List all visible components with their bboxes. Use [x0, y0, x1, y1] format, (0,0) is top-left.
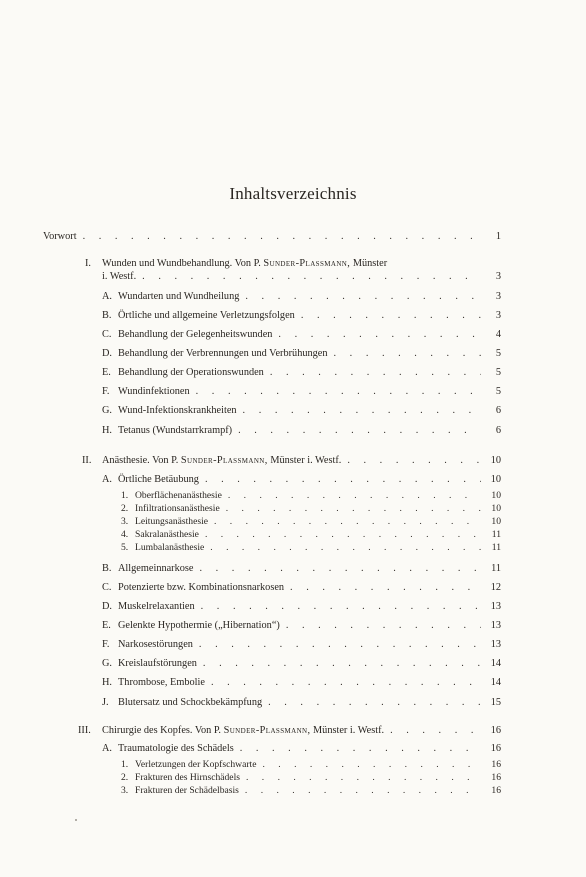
- chapter-heading-line: [102, 455, 341, 467]
- leader-dots: [196, 386, 481, 398]
- page-number: 10: [491, 503, 501, 514]
- toc-section[interactable]: [102, 348, 501, 360]
- toc-subsection[interactable]: [121, 490, 501, 502]
- page-number: 4: [495, 329, 501, 340]
- page-number: 12: [490, 582, 501, 593]
- page-number: 10: [490, 474, 501, 485]
- toc-section[interactable]: [102, 386, 501, 398]
- leader-dots: [205, 529, 481, 541]
- entry-number: C.: [102, 329, 112, 340]
- entry-label: Narkosestörungen: [118, 639, 193, 650]
- entry-label: Behandlung der Operationswunden: [118, 367, 264, 378]
- page-number: 5: [495, 367, 501, 378]
- page-number: 16: [490, 743, 501, 754]
- leader-dots: [243, 405, 481, 417]
- chapter-title: Anästhesie. Von P.: [102, 455, 179, 466]
- page-number: 14: [490, 677, 501, 688]
- toc-chapter-3[interactable]: [78, 725, 501, 737]
- page-number: 14: [490, 658, 501, 669]
- toc-section[interactable]: [102, 310, 501, 322]
- leader-dots: [238, 425, 481, 437]
- page-number: 3: [495, 271, 501, 282]
- page-number: 3: [495, 291, 501, 302]
- toc-section[interactable]: [102, 639, 501, 651]
- toc-subsection[interactable]: [121, 516, 501, 528]
- chapter-location: Münster: [352, 258, 388, 269]
- page-number: 5: [495, 348, 501, 359]
- section-label: Örtliche Betäubung: [118, 474, 199, 485]
- toc-section[interactable]: [102, 620, 501, 632]
- entry-label: Sakralanästhesie: [135, 529, 199, 540]
- entry-number: C.: [102, 582, 112, 593]
- leader-dots: [199, 639, 481, 651]
- toc-subsection[interactable]: [121, 529, 501, 541]
- leader-dots: [286, 620, 481, 632]
- leader-dots: [200, 563, 482, 575]
- entry-number: 4.: [121, 529, 129, 540]
- toc-section[interactable]: [102, 582, 501, 594]
- leader-dots: [347, 455, 481, 467]
- chapter-title-cont: i. Westf.: [102, 271, 137, 282]
- paper-speck: [75, 819, 77, 821]
- page-number: 11: [491, 529, 501, 540]
- toc-chapter-1[interactable]: [102, 271, 501, 283]
- page-number: 13: [490, 639, 501, 650]
- leader-dots: [390, 725, 481, 737]
- page-number: 5: [495, 386, 501, 397]
- entry-label: Lumbalanästhesie: [135, 542, 205, 553]
- entry-label: Muskelrelaxantien: [118, 601, 195, 612]
- leader-dots: [205, 474, 481, 486]
- entry-number: F.: [102, 386, 110, 397]
- chapter-location: Münster i. Westf.: [313, 725, 385, 736]
- leader-dots: [245, 291, 481, 303]
- page-number: 11: [491, 563, 501, 574]
- page-number: 13: [490, 601, 501, 612]
- entry-number: H.: [102, 677, 113, 688]
- leader-dots: [226, 503, 481, 515]
- entry-label: Potenzierte bzw. Kombinationsnarkosen: [118, 582, 285, 593]
- toc-section[interactable]: [102, 601, 501, 613]
- entry-label: Tetanus (Wundstarrkrampf): [118, 425, 233, 436]
- toc-subsection[interactable]: [121, 759, 501, 771]
- page-number: 16: [491, 759, 501, 770]
- toc-section[interactable]: [102, 405, 501, 417]
- leader-dots: [262, 759, 481, 771]
- entry-number: 1.: [121, 759, 129, 770]
- entry-number: 1.: [121, 490, 129, 501]
- entry-label: Leitungsanästhesie: [135, 516, 208, 527]
- leader-dots: [240, 743, 481, 755]
- entry-number: 3.: [121, 516, 129, 527]
- entry-number: D.: [102, 348, 113, 359]
- entry-label: Gelenkte Hypothermie („Hibernation“): [118, 620, 280, 631]
- page-title: Inhaltsverzeichnis: [229, 184, 357, 203]
- entry-number: E.: [102, 620, 111, 631]
- entry-label: Thrombose, Embolie: [118, 677, 205, 688]
- page-number: 16: [490, 725, 501, 736]
- toc-section-2a[interactable]: [102, 474, 501, 486]
- entry-label: Wundarten und Wundheilung: [118, 291, 240, 302]
- leader-dots: [245, 785, 481, 797]
- chapter-heading-line: [102, 725, 384, 737]
- toc-chapter-2[interactable]: [82, 455, 501, 467]
- chapter-heading-line: [102, 258, 482, 270]
- entry-number: B.: [102, 563, 112, 574]
- leader-dots: [270, 367, 481, 379]
- leader-dots: [246, 772, 481, 784]
- toc-section[interactable]: [102, 291, 501, 303]
- entry-label: Frakturen des Hirnschädels: [135, 772, 240, 783]
- leader-dots: [142, 271, 481, 283]
- entry-number: D.: [102, 601, 113, 612]
- toc-section-3a[interactable]: [102, 743, 501, 755]
- entry-label: Kreislaufstörungen: [118, 658, 197, 669]
- entry-label: Allgemeinnarkose: [118, 563, 194, 574]
- leader-dots: [268, 697, 481, 709]
- page-number: 16: [491, 785, 501, 796]
- entry-label: Verletzungen der Kopfschwarte: [135, 759, 257, 770]
- chapter-author: Sunder-Plassmann,: [263, 258, 351, 269]
- page-number: 1: [495, 231, 501, 242]
- chapter-author: Sunder-Plassmann,: [180, 455, 268, 466]
- entry-number: 2.: [121, 772, 129, 783]
- toc-entry-vorwort[interactable]: [43, 231, 501, 243]
- chapter-author: Sunder-Plassmann,: [223, 725, 311, 736]
- page-number: 13: [490, 620, 501, 631]
- entry-number: H.: [102, 425, 113, 436]
- toc-section[interactable]: [102, 563, 501, 575]
- entry-number: G.: [102, 405, 113, 416]
- toc-section[interactable]: [102, 329, 501, 341]
- entry-number: G.: [102, 658, 113, 669]
- toc-subsection[interactable]: [121, 542, 501, 554]
- entry-number: F.: [102, 639, 110, 650]
- toc-section[interactable]: [102, 677, 501, 689]
- toc-section[interactable]: [102, 697, 501, 709]
- page-number: 10: [490, 455, 501, 466]
- chapter-title: Wunden und Wundbehandlung. Von P.: [102, 258, 261, 269]
- chapter-location: Münster i. Westf.: [270, 455, 342, 466]
- page-number: 10: [491, 490, 501, 501]
- entry-label: Behandlung der Verbrennungen und Verbrühungen: [118, 348, 328, 359]
- entry-number: B.: [102, 310, 112, 321]
- entry-number: E.: [102, 367, 111, 378]
- leader-dots: [334, 348, 481, 360]
- leader-dots: [290, 582, 481, 594]
- entry-number: A.: [102, 291, 113, 302]
- toc-subsection[interactable]: [121, 503, 501, 515]
- chapter-numeral: I.: [85, 258, 92, 269]
- entry-label: Örtliche und allgemeine Verletzungsfolgen: [118, 310, 295, 321]
- entry-label: Wundinfektionen: [118, 386, 190, 397]
- leader-dots: [214, 516, 481, 528]
- page-number: 6: [495, 425, 501, 436]
- toc-entry-label: Vorwort: [43, 231, 77, 242]
- entry-label: Wund-Infektionskrankheiten: [118, 405, 237, 416]
- page-number: 6: [495, 405, 501, 416]
- entry-label: Oberflächenanästhesie: [135, 490, 222, 501]
- entry-number: 5.: [121, 542, 129, 553]
- toc-subsection[interactable]: [121, 785, 501, 797]
- leader-dots: [83, 231, 481, 243]
- section-label: Traumatologie des Schädels: [118, 743, 234, 754]
- page-number: 3: [495, 310, 501, 321]
- leader-dots: [210, 542, 481, 554]
- section-letter: A.: [102, 743, 113, 754]
- page-number: 16: [491, 772, 501, 783]
- leader-dots: [278, 329, 481, 341]
- page-number: 10: [491, 516, 501, 527]
- entry-label: Frakturen der Schädelbasis: [135, 785, 239, 796]
- page-number: 15: [490, 697, 501, 708]
- chapter-title: Chirurgie des Kopfes. Von P.: [102, 725, 221, 736]
- leader-dots: [201, 601, 481, 613]
- leader-dots: [228, 490, 481, 502]
- toc-section[interactable]: [102, 658, 501, 670]
- chapter-numeral: III.: [78, 725, 91, 736]
- page-number: 11: [491, 542, 501, 553]
- entry-label: Infiltrationsanästhesie: [135, 503, 220, 514]
- entry-number: 2.: [121, 503, 129, 514]
- entry-label: Behandlung der Gelegenheitswunden: [118, 329, 273, 340]
- toc-section[interactable]: [102, 367, 501, 379]
- entry-number: 3.: [121, 785, 129, 796]
- entry-number: J.: [102, 697, 109, 708]
- section-letter: A.: [102, 474, 113, 485]
- toc-subsection[interactable]: [121, 772, 501, 784]
- leader-dots: [203, 658, 481, 670]
- entry-label: Blutersatz und Schockbekämpfung: [118, 697, 263, 708]
- toc-section[interactable]: [102, 425, 501, 437]
- leader-dots: [301, 310, 481, 322]
- leader-dots: [211, 677, 481, 689]
- chapter-numeral: II.: [82, 455, 92, 466]
